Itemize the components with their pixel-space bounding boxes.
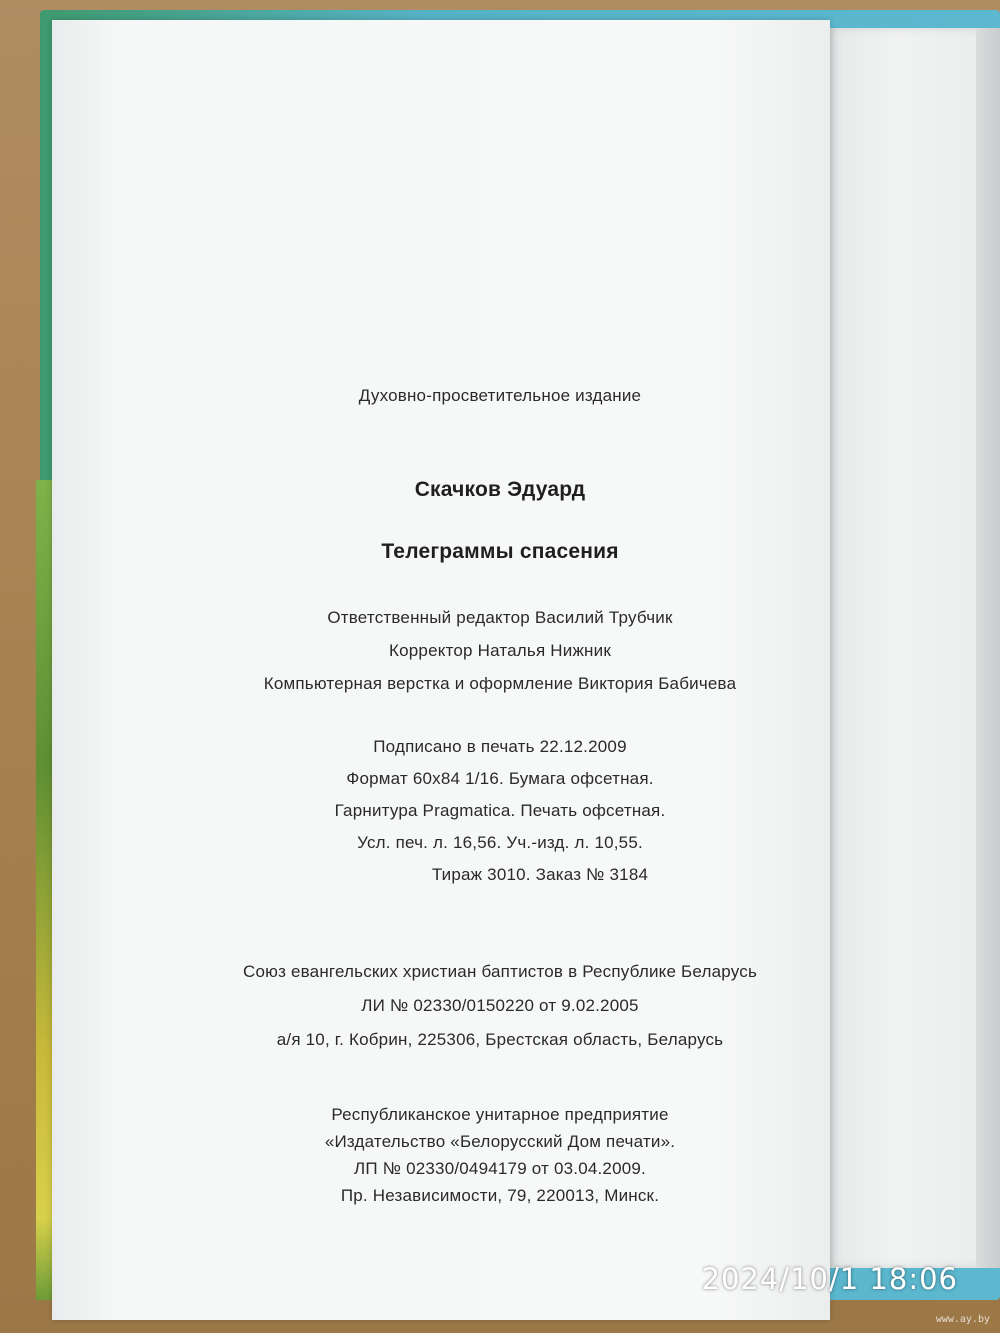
credit-line: Ответственный редактор Василий Трубчик [327, 608, 673, 627]
printer-line: «Издательство «Белорусский Дом печати». [324, 1132, 676, 1151]
publisher-line: а/я 10, г. Кобрин, 225306, Брестская область, Беларусь [276, 1030, 724, 1049]
printer-line: Республиканское унитарное предприятие [331, 1105, 669, 1124]
printer-line: ЛП № 02330/0494179 от 03.04.2009. [354, 1159, 646, 1178]
publisher-line: ЛИ № 02330/0150220 от 9.02.2005 [361, 996, 639, 1015]
author-name: Скачков Эдуард [414, 478, 586, 501]
credit-line: Корректор Наталья Нижник [389, 641, 611, 660]
imprint-page [52, 20, 830, 1320]
credit-line: Компьютерная верстка и оформление Виктория Бабичева [263, 674, 737, 693]
publisher-line: Союз евангельских христиан баптистов в Республике Беларусь [242, 962, 758, 981]
print-info-line: Тираж 3010. Заказ № 3184 [431, 865, 649, 884]
print-info-line: Подписано в печать 22.12.2009 [373, 737, 627, 756]
site-watermark: www.ay.by [935, 1314, 990, 1325]
book-title: Телеграммы спасения [381, 540, 619, 563]
print-info-line: Усл. печ. л. 16,56. Уч.-изд. л. 10,55. [357, 833, 643, 852]
photo-timestamp: 2024/10/1 18:06 [701, 1262, 958, 1296]
printer-line: Пр. Независимости, 79, 220013, Минск. [340, 1186, 660, 1205]
print-info-line: Формат 60х84 1/16. Бумага офсетная. [346, 769, 654, 788]
print-info-line: Гарнитура Pragmatica. Печать офсетная. [334, 801, 666, 820]
edition-type: Духовно-просветительное издание [358, 386, 642, 405]
